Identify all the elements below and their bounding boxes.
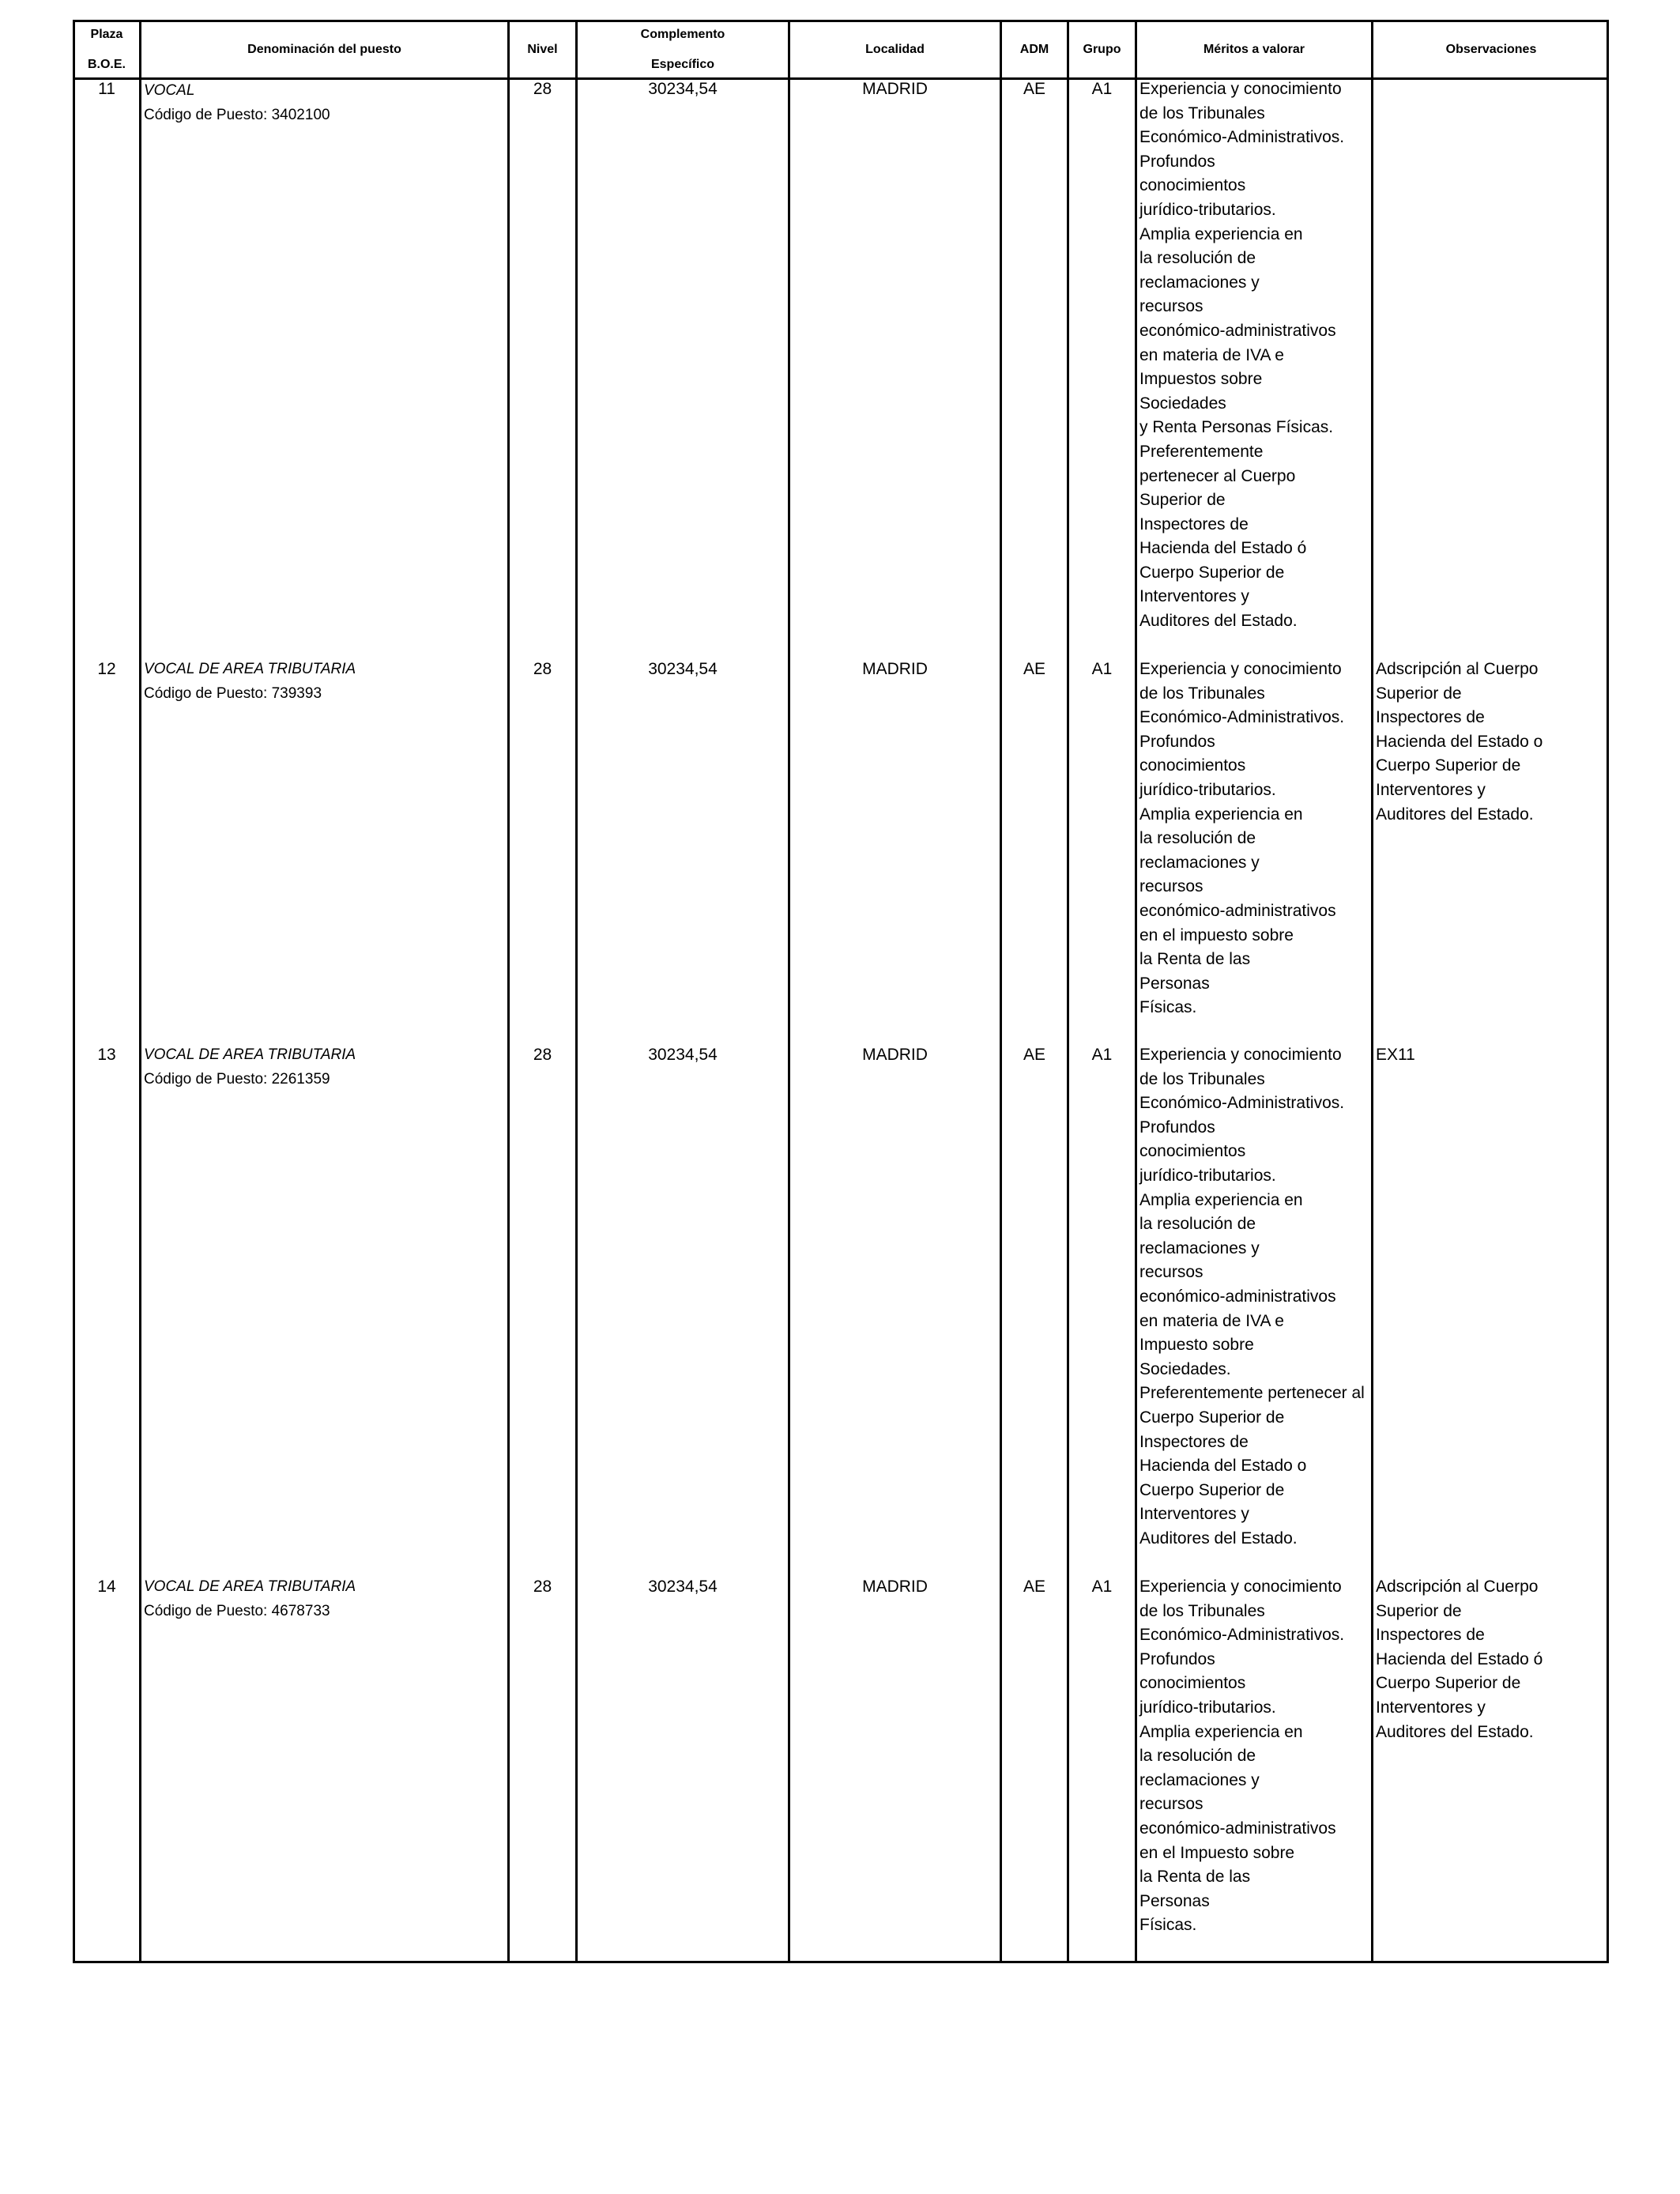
column-divider: [575, 20, 578, 1963]
header-plaza-line1: Plaza: [90, 28, 123, 41]
header-complemento: [578, 28, 788, 72]
cell-observaciones: Adscripción al Cuerpo Superior de Inspectores de Hacienda del Estado ó Cuerpo Superior de Interventores y Auditores del Estado.: [1376, 1578, 1543, 1741]
job-code: Código de Puesto: 2261359: [144, 1070, 330, 1088]
cell-adm: AE: [1023, 80, 1045, 98]
job-title: VOCAL: [144, 82, 195, 99]
cell-plaza: 12: [97, 660, 116, 678]
cell-grupo: A1: [1091, 1578, 1113, 1596]
job-title: VOCAL DE AREA TRIBUTARIA: [144, 661, 356, 677]
cell-denominacion: [144, 1043, 356, 1091]
cell-observaciones: EX11: [1376, 1046, 1415, 1064]
job-code: Código de Puesto: 4678733: [144, 1602, 330, 1619]
column-divider: [1067, 20, 1069, 1963]
column-divider: [507, 20, 510, 1963]
cell-localidad: MADRID: [862, 1046, 928, 1064]
cell-localidad: MADRID: [862, 1578, 928, 1596]
cell-plaza: 14: [97, 1578, 116, 1596]
cell-complemento: 30234,54: [648, 80, 718, 98]
cell-nivel: 28: [533, 80, 552, 98]
header-denominacion: Denominación del puesto: [247, 43, 401, 56]
header-plaza-line2: B.O.E.: [87, 58, 126, 71]
column-divider: [1371, 20, 1373, 1963]
column-divider: [1000, 20, 1002, 1963]
cell-meritos: Experiencia y conocimiento de los Tribunales Económico-Administrativos. Profundos conocimientos jurídico-tributarios. Amplia experiencia en la resolución de reclamaciones y recursos económico-administrativos en materia de IVA e Impuestos sobre Sociedades y Renta Personas Físicas. Preferentemente pertenecer al Cuerpo Superior de Inspectores de Hacienda del Estado ó Cuerpo Superior de Interventores y Auditores del Estado.: [1139, 80, 1345, 631]
header-meritos: Méritos a valorar: [1203, 43, 1305, 56]
header-localidad: Localidad: [865, 43, 925, 56]
cell-complemento: 30234,54: [648, 660, 718, 678]
cell-nivel: 28: [533, 660, 552, 678]
cell-observaciones: Adscripción al Cuerpo Superior de Inspectores de Hacienda del Estado o Cuerpo Superior de Interventores y Auditores del Estado.: [1376, 660, 1543, 824]
cell-grupo: A1: [1091, 660, 1113, 678]
cell-meritos: Experiencia y conocimiento de los Tribunales Económico-Administrativos. Profundos conocimientos jurídico-tributarios. Amplia experiencia en la resolución de reclamaciones y recursos económico-administrativos en el Impuesto sobre la Renta de las Personas Físicas.: [1139, 1578, 1345, 1935]
cell-adm: AE: [1023, 1578, 1045, 1596]
cell-plaza: 11: [98, 80, 115, 98]
header-adm: ADM: [1019, 43, 1049, 56]
cell-nivel: 28: [533, 1046, 552, 1064]
cell-meritos: Experiencia y conocimiento de los Tribunales Económico-Administrativos. Profundos conocimientos jurídico-tributarios. Amplia experiencia en la resolución de reclamaciones y recursos económico-administrativos en el impuesto sobre la Renta de las Personas Físicas.: [1139, 660, 1345, 1017]
cell-complemento: 30234,54: [648, 1578, 718, 1596]
cell-denominacion: [144, 79, 330, 127]
cell-plaza: 13: [97, 1046, 116, 1064]
header-nivel: Nivel: [527, 43, 558, 56]
job-title: VOCAL DE AREA TRIBUTARIA: [144, 1578, 356, 1595]
column-divider: [1135, 20, 1137, 1963]
header-complemento-line1: Complemento: [640, 28, 725, 41]
cell-adm: AE: [1023, 660, 1045, 678]
job-code: Código de Puesto: 3402100: [144, 106, 330, 123]
header-complemento-line2: Específico: [650, 58, 715, 71]
job-code: Código de Puesto: 739393: [144, 684, 322, 702]
cell-adm: AE: [1023, 1046, 1045, 1064]
cell-localidad: MADRID: [862, 80, 928, 98]
job-title: VOCAL DE AREA TRIBUTARIA: [144, 1046, 356, 1063]
cell-grupo: A1: [1091, 1046, 1113, 1064]
header-plaza: [74, 28, 139, 72]
cell-localidad: MADRID: [862, 660, 928, 678]
column-divider: [139, 20, 141, 1963]
column-divider: [788, 20, 790, 1963]
cell-complemento: 30234,54: [648, 1046, 718, 1064]
cell-denominacion: [144, 1575, 356, 1623]
header-grupo: Grupo: [1083, 43, 1121, 56]
cell-meritos: Experiencia y conocimiento de los Tribunales Económico-Administrativos. Profundos conocimientos jurídico-tributarios. Amplia experiencia en la resolución de reclamaciones y recursos económico-administrativos en materia de IVA e Impuesto sobre Sociedades. Preferentemente pertenecer al Cuerpo Superior de Inspectores de Hacienda del Estado o Cuerpo Superior de Interventores y Auditores del Estado.: [1139, 1046, 1365, 1547]
cell-grupo: A1: [1091, 80, 1113, 98]
header-observaciones: Observaciones: [1445, 43, 1537, 56]
cell-denominacion: [144, 658, 356, 706]
cell-nivel: 28: [533, 1578, 552, 1596]
